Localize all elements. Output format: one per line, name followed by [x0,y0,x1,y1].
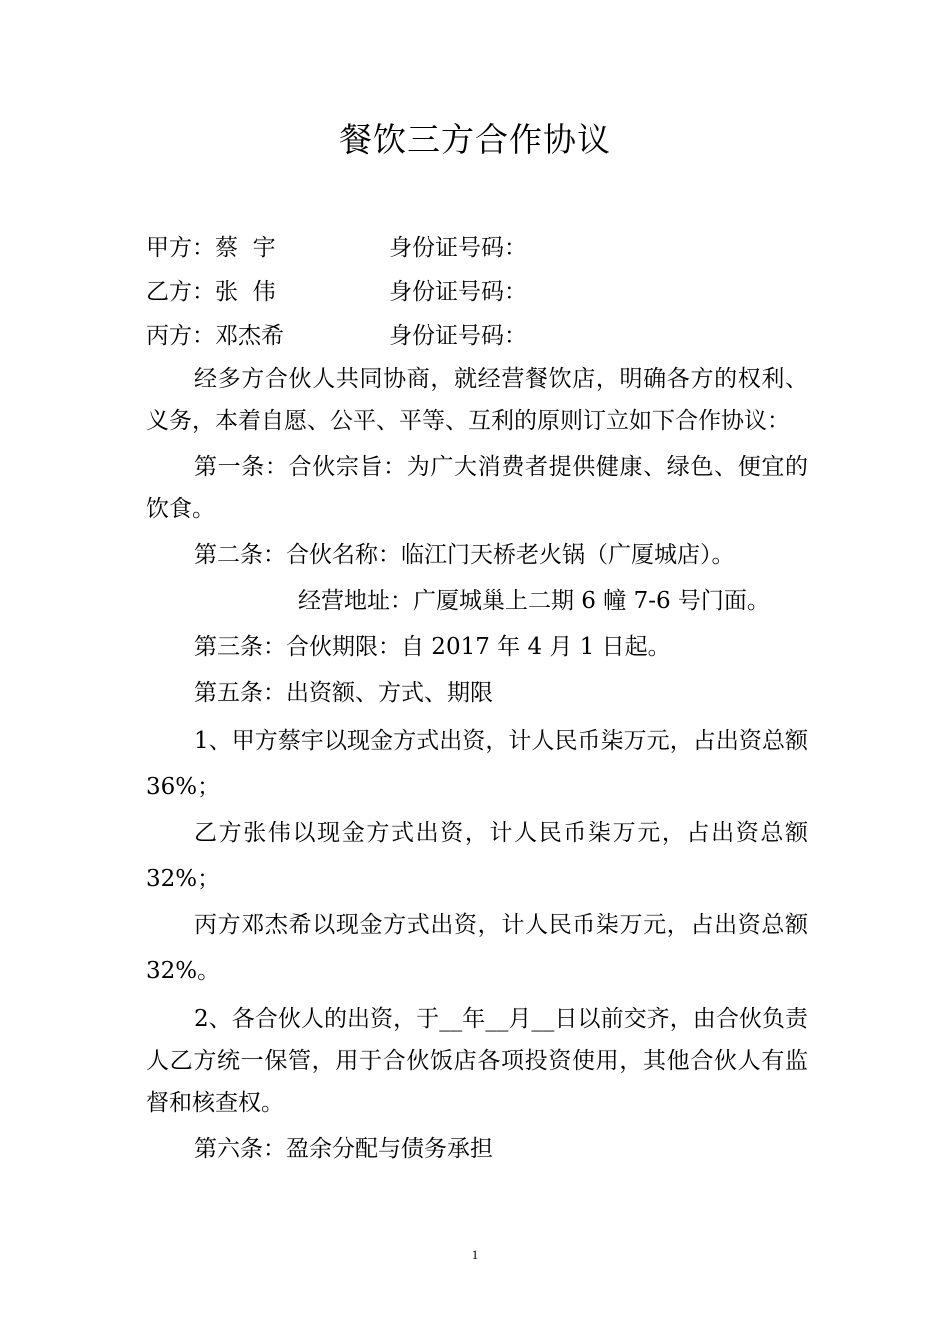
party-b-line [146,276,527,308]
agreement-body [146,358,808,1170]
party-c-name: 丙方：邓杰希 [146,323,284,349]
article-2: 第二条：合伙名称：临江门天桥老火锅（广厦城店）。 [194,542,735,568]
article-3: 第三条：合伙期限：自 2017 年 4 月 1 日起。 [194,634,671,660]
article-1: 第一条：合伙宗旨：为广大消费者提供健康、绿色、便宜的饮食。 [146,454,808,522]
party-b-id-label: 身份证号码： [389,279,527,305]
party-c-id-label: 身份证号码： [389,323,527,349]
article-5: 第五条：出资额、方式、期限 [194,680,493,706]
party-a-id-label: 身份证号码： [389,235,527,261]
party-c-line [146,320,527,352]
party-a-line [146,232,527,264]
article-5-item-1c: 丙方邓杰希以现金方式出资，计人民币柒万元，占出资总额 32%。 [146,912,808,984]
party-a-name: 甲方：蔡 宇 [146,235,276,261]
article-6: 第六条：盈余分配与债务承担 [194,1136,493,1162]
article-2-address: 经营地址：广厦城巢上二期 6 幢 7-6 号门面。 [298,588,770,614]
article-5-item-1b: 乙方张伟以现金方式出资，计人民币柒万元，占出资总额 32%； [146,820,808,892]
intro-paragraph: 经多方合伙人共同协商，就经营餐饮店，明确各方的权利、义务，本着自愿、公平、平等、互利的原则订立如下合作协议： [146,366,808,434]
article-5-item-1: 1、甲方蔡宇以现金方式出资，计人民币柒万元，占出资总额 36%； [146,728,808,800]
article-5-item-2: 2、各合伙人的出资，于__年__月__日以前交齐，由合伙负责人乙方统一保管，用于合伙饭店各项投资使用，其他合伙人有监督和核查权。 [146,1006,808,1116]
party-b-name: 乙方：张 伟 [146,279,276,305]
document-title: 餐饮三方合作协议 [339,120,611,159]
page-number: 1 [471,1247,479,1262]
